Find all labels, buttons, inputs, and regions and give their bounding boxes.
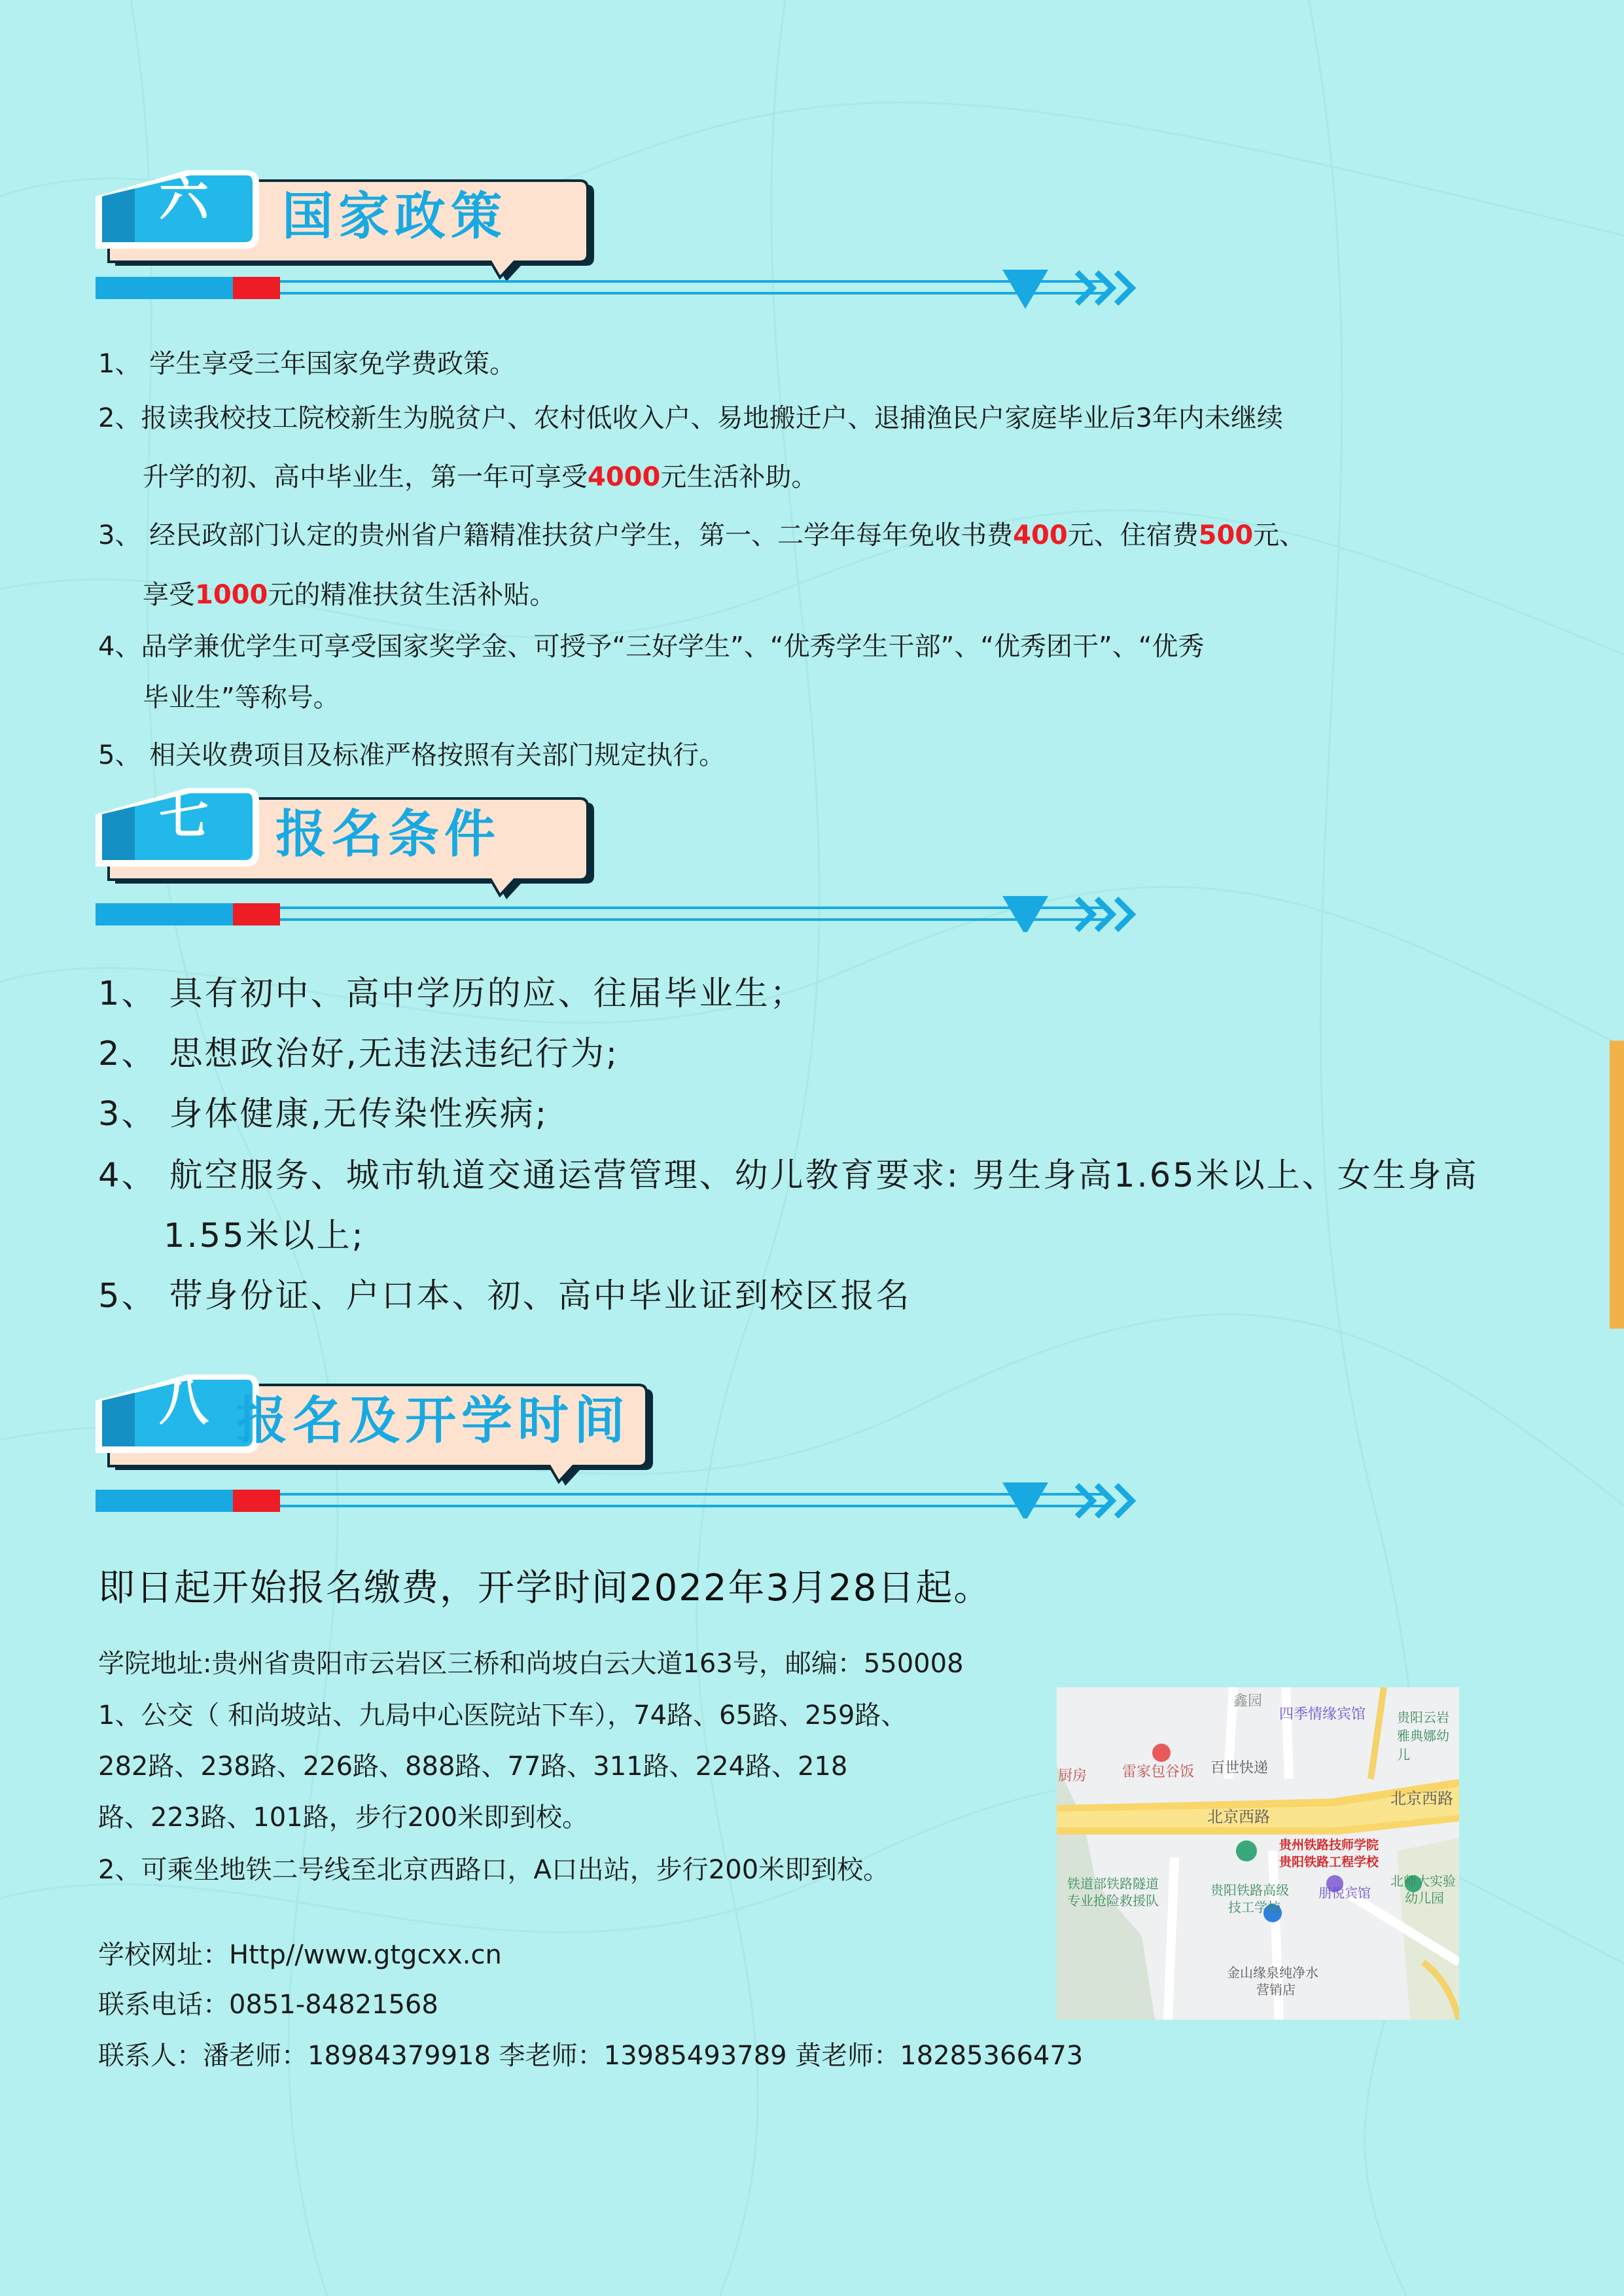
text-run: 3、 经民政部门认定的贵州省户籍精准扶贫户学生，第一、二学年每年免收书费 (98, 520, 1014, 550)
side-edge-tab (1610, 1041, 1624, 1329)
text-run: 1、 学生享受三年国家免学费政策。 (98, 349, 516, 379)
text-run: 1.55米以上; (164, 1217, 365, 1255)
contact-persons: 联系人：潘老师：18984379918 李老师：13985493789 黄老师：18285366473 (98, 2041, 1084, 2071)
header-banner-graphic (96, 775, 1169, 932)
transport-line: 282路、238路、226路、888路、77路、311路、224路、218 (98, 1751, 848, 1782)
text-run: 元、住宿费 (1067, 520, 1199, 550)
highlight-amount: 500 (1198, 520, 1254, 550)
text-run: 享受 (143, 580, 195, 610)
map-label: 贵阳云岩 (1397, 1710, 1449, 1725)
section-number: 七 (159, 787, 209, 845)
transport-line: 2、可乘坐地铁二号线至北京西路口，A口出站，步行200米即到校。 (98, 1855, 890, 1885)
list-item (164, 1208, 365, 1257)
section-number: 六 (159, 169, 209, 227)
list-item (98, 1086, 548, 1135)
list-item (143, 677, 340, 714)
map-label: 贵阳铁路工程学校 (1279, 1855, 1379, 1869)
text-run: 4、品学兼优学生可享受国家奖学金、可授予“三好学生”、“优秀学生干部”、“优秀团干”、“优秀 (98, 632, 1205, 662)
text-run: 升学的初、高中毕业生，第一年可享受 (143, 462, 588, 492)
text-run: 5、 带身份证、户口本、初、高中毕业证到校区报名 (98, 1277, 911, 1316)
text-run: 毕业生”等称号。 (143, 683, 340, 713)
school-website[interactable]: 学校网址：Http//www.gtgcxx.cn (98, 1940, 502, 1970)
section-title: 国家政策 (282, 187, 508, 246)
list-item (98, 1268, 911, 1317)
map-label: 铁道部铁路隧道 (1067, 1876, 1159, 1892)
text-run: 2、 思想政治好,无违法违纪行为; (98, 1035, 620, 1073)
highlight-amount: 4000 (588, 462, 661, 492)
list-item (98, 734, 725, 772)
map-label: 幼儿园 (1405, 1890, 1444, 1906)
highlight-amount: 400 (1013, 520, 1068, 550)
transport-line: 1、公交（ 和尚坡站、九局中心医院站下车），74路、65路、259路、 (98, 1700, 908, 1731)
map-label: 金山缘泉纯净水 (1227, 1965, 1318, 1981)
school-address: 学院地址:贵州省贵阳市云岩区三桥和尚坡白云大道163号，邮编：550008 (98, 1649, 964, 1679)
list-item (98, 626, 1205, 663)
map-label: 贵州铁路技师学院 (1279, 1838, 1379, 1852)
map-label: 雅典娜幼儿 (1397, 1728, 1449, 1763)
text-run: 1、 具有初中、高中学历的应、往届毕业生； (98, 975, 805, 1013)
section-title: 报名及开学时间 (236, 1391, 631, 1450)
list-item (143, 574, 556, 611)
text-run: 元的精准扶贫生活补贴。 (268, 580, 556, 610)
map-label: 朋悦宾馆 (1318, 1885, 1371, 1901)
location-map[interactable] (1057, 1687, 1459, 2020)
text-run: 元生活补助。 (660, 462, 818, 492)
text-run: 元、 (1253, 520, 1306, 550)
map-label: 北京西路 (1390, 1789, 1453, 1808)
map-label: 北师大实验 (1390, 1873, 1456, 1889)
map-label: 四季情缘宾馆 (1279, 1706, 1366, 1723)
text-run: 5、 相关收费项目及标准严格按照有关部门规定执行。 (98, 740, 726, 770)
text-run: 3、 身体健康,无传染性疾病; (98, 1095, 549, 1134)
map-label: 贵阳铁路高级 (1210, 1882, 1289, 1898)
header-banner-graphic (96, 157, 1169, 314)
list-item (98, 1026, 619, 1075)
map-label: 雷家包谷饭 (1122, 1764, 1195, 1780)
section-title: 报名条件 (275, 805, 501, 864)
contact-phone: 联系电话：0851-84821568 (98, 1990, 438, 2020)
highlight-amount: 1000 (195, 580, 268, 610)
text-run: 2、报读我校技工院校新生为脱贫户、农村低收入户、易地搬迁户、退捕渔民户家庭毕业后3年内未继续 (98, 403, 1283, 433)
map-label: 北京西路 (1207, 1808, 1270, 1826)
section-header-requirements (96, 775, 1169, 958)
section-number: 八 (159, 1373, 209, 1431)
section-header-schedule (96, 1361, 1169, 1545)
list-item (98, 966, 805, 1014)
list-item (98, 514, 1305, 552)
map-label: 技工学校 (1228, 1899, 1280, 1915)
enrollment-notice: 即日起开始报名缴费，开学时间2022年3月28日起。 (98, 1567, 992, 1609)
list-item (143, 456, 817, 493)
map-label: 营销店 (1256, 1982, 1296, 1998)
section-header-policy (96, 157, 1169, 340)
list-item (98, 343, 516, 380)
map-label: 百世快递 (1210, 1760, 1269, 1776)
text-run: 4、 航空服务、城市轨道交通运营管理、幼儿教育要求: 男生身高1.65米以上、女生身高 (98, 1157, 1479, 1195)
list-item (98, 1148, 1479, 1196)
list-item (98, 397, 1283, 435)
map-label: 鑫园 (1233, 1693, 1263, 1710)
transport-line: 路、223路、101路，步行200米即到校。 (98, 1803, 589, 1833)
map-label: 厨房 (1058, 1768, 1087, 1784)
map-label: 专业抢险救援队 (1067, 1893, 1159, 1909)
